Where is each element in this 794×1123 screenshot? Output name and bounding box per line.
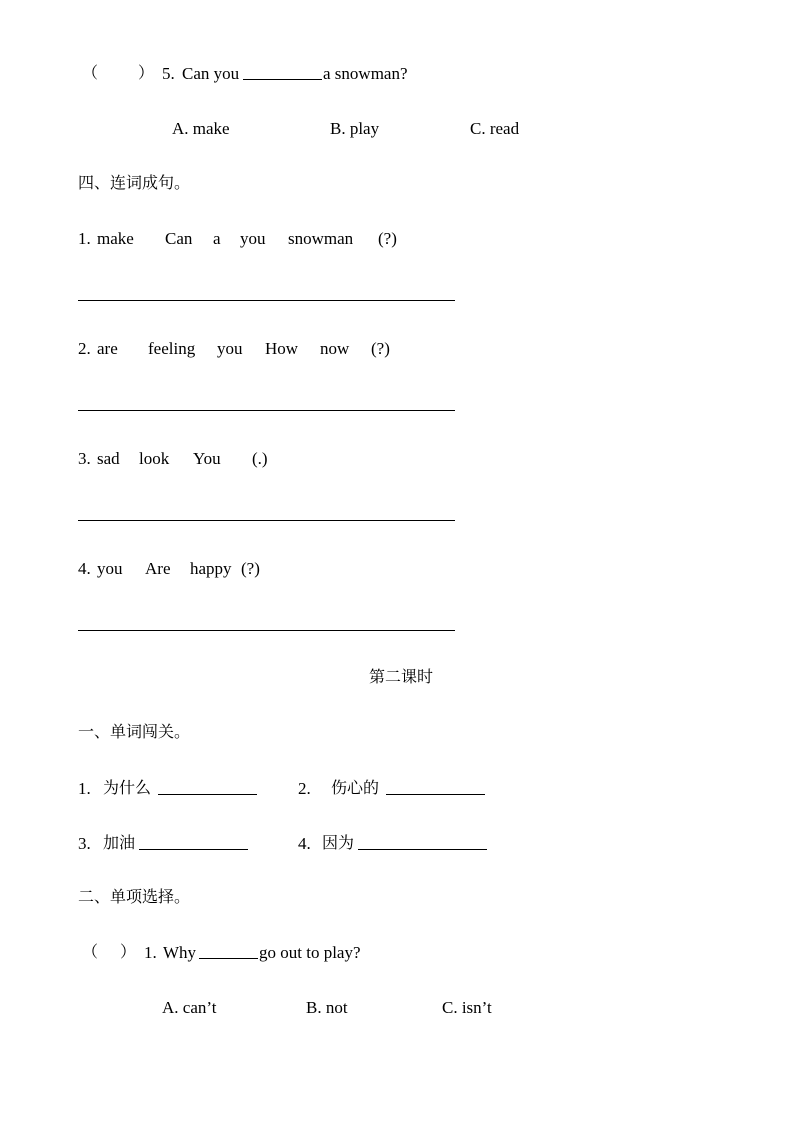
item-number: 1.: [78, 229, 91, 248]
vocab-word: 加油: [103, 833, 136, 852]
answer-blank[interactable]: [139, 835, 248, 850]
answer-line[interactable]: [78, 520, 455, 521]
word: (?): [371, 339, 390, 358]
word: Can: [165, 229, 193, 248]
word: (?): [378, 229, 397, 248]
answer-blank[interactable]: [158, 780, 257, 795]
word: feeling: [148, 339, 196, 358]
item-number: 3.: [78, 834, 91, 853]
question-text-after: go out to play?: [259, 943, 361, 962]
word: you: [240, 229, 266, 248]
question-text-before: Why: [163, 943, 197, 962]
word: you: [97, 559, 123, 578]
word: now: [320, 339, 350, 358]
vocab-word: 因为: [322, 833, 355, 852]
word: (?): [241, 559, 260, 578]
word: snowman: [288, 229, 354, 248]
vocab-word: 为什么: [103, 778, 152, 797]
answer-blank[interactable]: [243, 65, 322, 80]
question-text-before: Can you: [182, 64, 240, 83]
item-number: 1.: [78, 779, 91, 798]
answer-line[interactable]: [78, 300, 455, 301]
word: (.): [252, 449, 268, 468]
question-number: 1.: [144, 943, 157, 962]
word: You: [193, 449, 221, 468]
option-b[interactable]: B. play: [330, 119, 380, 138]
option-c[interactable]: C. isn’t: [442, 998, 492, 1017]
vocab-word: 伤心的: [331, 778, 380, 797]
section-heading: 一、单词闯关。: [78, 722, 191, 741]
question-text-after: a snowman?: [323, 64, 408, 83]
paren-close: ）: [138, 63, 155, 82]
word: How: [265, 339, 299, 358]
word: make: [97, 229, 134, 248]
option-a[interactable]: A. make: [172, 119, 230, 138]
answer-blank[interactable]: [199, 944, 258, 959]
option-a[interactable]: A. can’t: [162, 998, 217, 1017]
question-number: 5.: [162, 64, 175, 83]
word: happy: [190, 559, 232, 578]
word: sad: [97, 449, 120, 468]
word: a: [213, 229, 221, 248]
item-number: 3.: [78, 449, 91, 468]
answer-blank[interactable]: [358, 835, 487, 850]
word: you: [217, 339, 243, 358]
paren-open: （: [82, 63, 99, 82]
lesson-title: 第二课时: [369, 667, 434, 686]
item-number: 2.: [298, 779, 311, 798]
answer-line[interactable]: [78, 630, 455, 631]
option-b[interactable]: B. not: [306, 998, 348, 1017]
answer-line[interactable]: [78, 410, 455, 411]
section-heading: 四、连词成句。: [78, 173, 191, 192]
word: Are: [145, 559, 171, 578]
section-heading: 二、单项选择。: [78, 887, 191, 906]
answer-blank[interactable]: [386, 780, 485, 795]
item-number: 4.: [78, 559, 91, 578]
item-number: 2.: [78, 339, 91, 358]
paren-close: ）: [120, 942, 137, 961]
word: look: [139, 449, 170, 468]
item-number: 4.: [298, 834, 311, 853]
option-c[interactable]: C. read: [470, 119, 520, 138]
paren-open: （: [82, 942, 99, 961]
word: are: [97, 339, 118, 358]
